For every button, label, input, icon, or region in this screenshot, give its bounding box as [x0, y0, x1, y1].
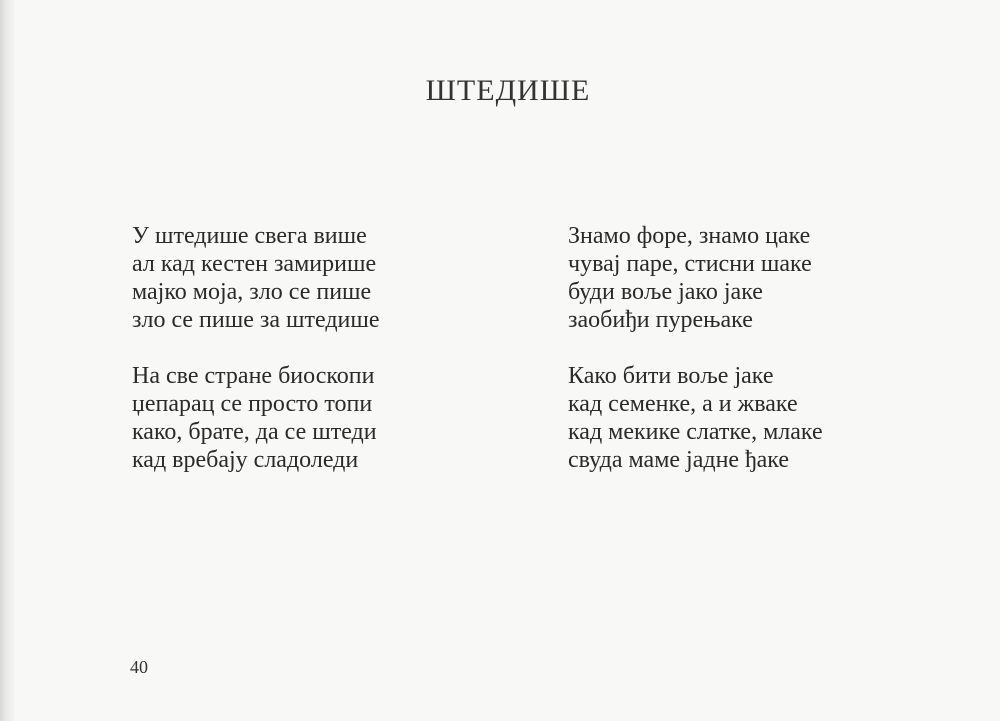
poem-column-right: [568, 222, 823, 474]
stanza: [132, 222, 380, 334]
stanza: [568, 362, 823, 474]
poem-line: зло се пише за штедише: [132, 307, 380, 333]
poem-line: свуда маме јадне ђаке: [568, 447, 790, 473]
poem-line: ал кад кестен замирише: [132, 251, 377, 277]
poem-line: буди воље јако јаке: [568, 279, 763, 305]
poem-line: Знамо форе, знамо цаке: [568, 223, 811, 249]
stanza: [568, 222, 823, 334]
poem-line: кад семенке, а и жваке: [568, 391, 798, 417]
page-binding-edge: [0, 0, 14, 721]
poem-line: заобиђи пурењаке: [568, 307, 753, 333]
poem-column-left: [132, 222, 380, 474]
poem-line: Како бити воље јаке: [568, 363, 774, 389]
page-number: 40: [130, 657, 148, 677]
poem-line: На све стране биоскопи: [132, 363, 375, 389]
poem-line: кад вребају сладоледи: [132, 447, 359, 473]
poem-line: мајко моја, зло се пише: [132, 279, 372, 305]
poem-line: кад мекике слатке, млаке: [568, 419, 823, 445]
poem-line: џепарац се просто топи: [132, 391, 373, 417]
poem-line: У штедише свега више: [132, 223, 367, 249]
poem-title: ШТЕДИШЕ: [425, 74, 591, 108]
stanza: [132, 362, 380, 474]
poem-line: како, брате, да се штеди: [132, 419, 377, 445]
poem-line: чувај паре, стисни шаке: [568, 251, 812, 277]
